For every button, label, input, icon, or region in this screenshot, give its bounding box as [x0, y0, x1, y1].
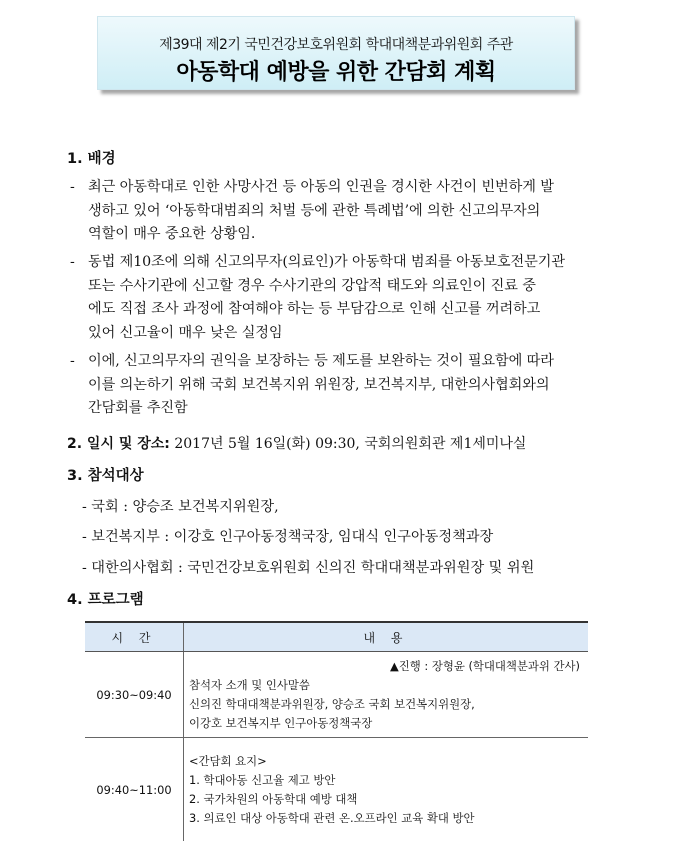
column-header-time: 시 간 [85, 622, 184, 652]
paragraph-line: 간담회를 추진함 [88, 400, 188, 416]
background-paragraph-2 [70, 251, 565, 345]
bullet-dash: - [70, 254, 75, 270]
bullet-dash: - [70, 353, 75, 369]
paragraph-line: 생하고 있어 ‘아동학대범죄의 처벌 등에 관한 특례법’에 의한 신고의무자의 [88, 202, 541, 219]
program-table [85, 621, 588, 841]
content-line: 3. 의료인 대상 아동학대 관련 온.오프라인 교육 확대 방안 [189, 811, 475, 825]
background-paragraph-3 [70, 350, 554, 421]
content-line: 이강호 보건복지부 인구아동정책국장 [189, 716, 373, 730]
page-title: 아동학대 예방을 위한 간담회 계획 [176, 60, 496, 85]
content-line: <간담회 요지> [189, 754, 267, 768]
attendee-item: - 국회 : 양승조 보건복지위원장, [82, 499, 279, 515]
row-time: 09:30~09:40 [85, 652, 184, 738]
schedule-label: 2. 일시 및 장소: [67, 436, 170, 452]
section-heading-attendees: 3. 참석대상 [67, 468, 144, 484]
paragraph-line: 동법 제10조에 의해 신고의무자(의료인)가 아동학대 범죄를 아동보호전문기관 [88, 254, 565, 270]
bullet-dash: - [70, 179, 75, 195]
paragraph-line: 또는 수사기관에 신고할 경우 수사기관의 강압적 태도와 의료인이 진료 중 [88, 277, 536, 294]
paragraph-line: 이를 의논하기 위해 국회 보건복지위 위원장, 보건복지부, 대한의사협회와의 [88, 376, 550, 393]
column-header-content: 내 용 [184, 622, 589, 652]
section-heading-program: 4. 프로그램 [67, 592, 144, 608]
background-paragraph-1 [70, 176, 554, 247]
schedule-line [67, 433, 526, 453]
paragraph-line: 역할이 매우 중요한 상황임. [88, 226, 256, 242]
banner-subtitle: 제39대 제2기 국민건강보호위원회 학대대책분과위원회 주관 [159, 37, 513, 53]
content-line: 2. 국가차원의 아동학대 예방 대책 [189, 792, 358, 806]
row-content [184, 738, 589, 842]
paragraph-line: 에도 직접 조사 과정에 참여해야 하는 등 부담감으로 인해 신고를 꺼려하고 [88, 301, 541, 317]
title-banner [97, 16, 575, 90]
paragraph-line: 이에, 신고의무자의 권익을 보장하는 등 제도를 보완하는 것이 필요함에 따라 [88, 353, 554, 369]
content-line: 신의진 학대대책분과위원장, 양승조 국회 보건복지위원장, [189, 697, 475, 711]
row-content [184, 652, 589, 738]
row-time: 09:40~11:00 [85, 738, 184, 842]
paragraph-line: 최근 아동학대로 인한 사망사건 등 아동의 인권을 경시한 사건이 빈번하게 발 [88, 179, 554, 195]
attendee-item: - 보건복지부 : 이강호 인구아동정책국장, 임대식 인구아동정책과장 [82, 529, 494, 545]
table-header-row [85, 622, 588, 652]
section-heading-background: 1. 배경 [67, 151, 116, 167]
table-row [85, 738, 588, 842]
schedule-value: 2017년 5월 16일(화) 09:30, 국회의원회관 제1세미나실 [174, 436, 527, 452]
attendee-item: - 대한의사협회 : 국민건강보호위원회 신의진 학대대책분과위원장 및 위원 [82, 560, 535, 576]
table-row [85, 652, 588, 738]
content-line: ▲진행 : 장형윤 (학대대책분과위 간사) [389, 659, 580, 673]
content-line: 참석자 소개 및 인사말씀 [189, 678, 310, 692]
paragraph-line: 있어 신고율이 매우 낮은 실정임 [88, 324, 283, 341]
content-line: 1. 학대아동 신고율 제고 방안 [189, 773, 336, 787]
